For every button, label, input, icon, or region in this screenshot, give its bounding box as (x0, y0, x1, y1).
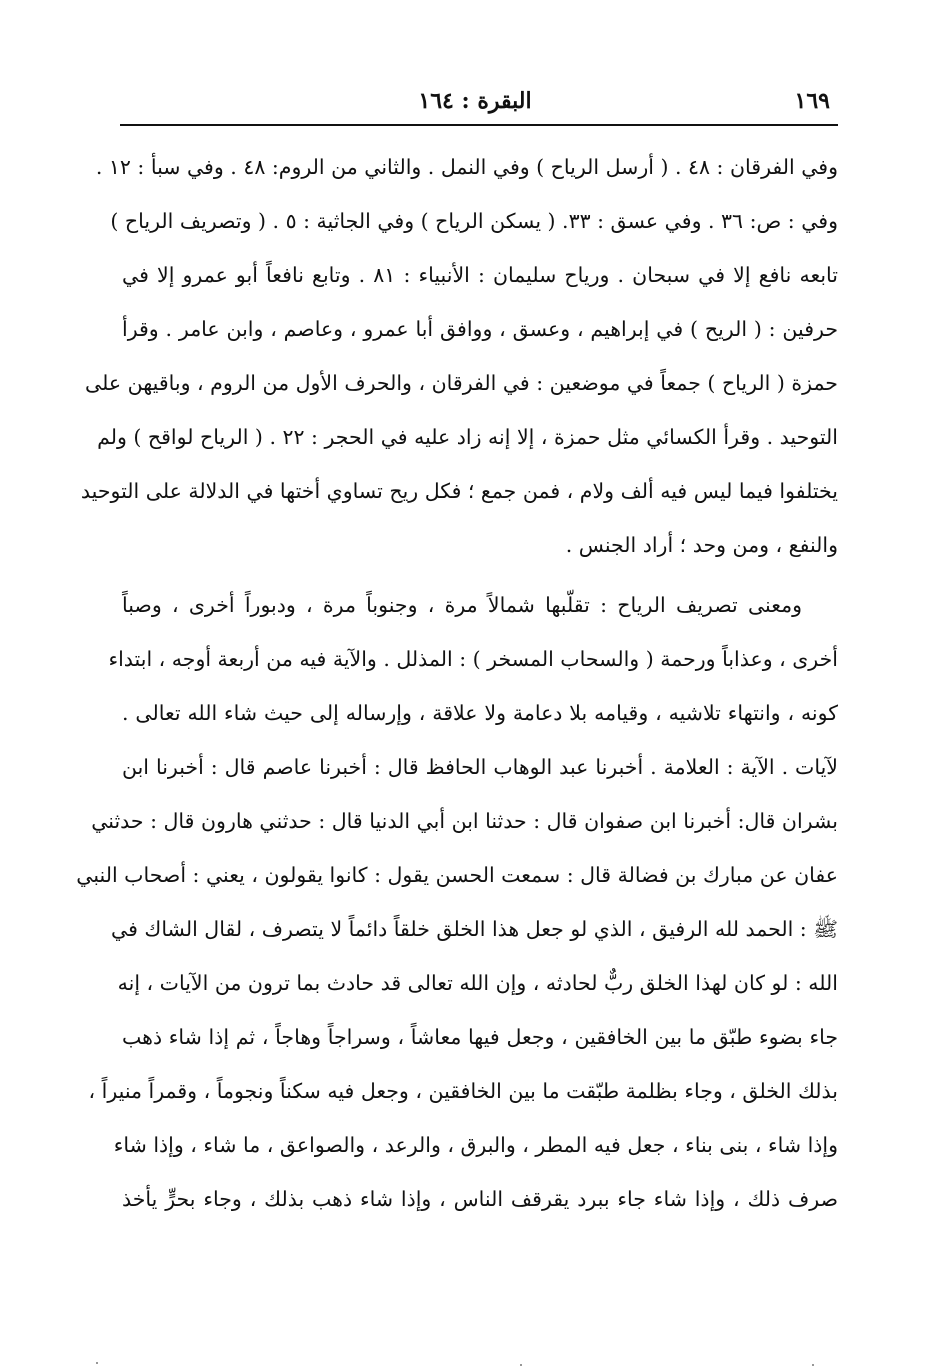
text-line: حرفين : ( الريح ) في إبراهيم ، وعسق ، ووافق أبا عمرو ، وعاصم ، وابن عامر . وقرأ (122, 317, 838, 341)
text-line: والنفع ، ومن وحد ؛ أراد الجنس . (565, 533, 838, 557)
text-line: وإذا شاء ، بنى بناء ، جعل فيه المطر ، والبرق ، والرعد ، والصواعق ، ما شاء ، وإذا شاء (113, 1133, 838, 1157)
text-line: الله : لو كان لهذا الخلق ربٌّ لحادثه ، وإن الله تعالى قد حادث بما ترون من الآيات ، إنه (117, 971, 838, 995)
text-line: جاء بضوء طبّق ما بين الخافقين ، وجعل فيها معاشاً ، وسراجاً وهاجاً ، ثم إذا شاء ذهب (122, 1025, 838, 1049)
text-line: التوحيد . وقرأ الكسائي مثل حمزة ، إلا إنه زاد عليه في الحجر : ٢٢ . ( الرياح لواقح ) ولم (97, 425, 838, 449)
text-line: حمزة ( الرياح ) جمعاً في موضعين : في الفرقان ، والحرف الأول من الروم ، وباقيهن على (85, 371, 838, 395)
text-line: بشران قال: أخبرنا ابن صفوان قال : حدثنا ابن أبي الدنيا قال : حدثني هارون قال : حدثني (91, 809, 838, 833)
scan-speck (520, 1364, 522, 1366)
text-line: بذلك الخلق ، وجاء بظلمة طبّقت ما بين الخافقين ، وجعل فيه سكناً ونجوماً ، وقمراً منيراً ، (88, 1079, 838, 1103)
body-text (76, 140, 839, 1226)
text-line: كونه ، وانتهاء تلاشيه ، وقيامه بلا دعامة ولا علاقة ، وإرساله إلى حيث شاء الله تعالى . (122, 701, 838, 725)
text-line: عفان عن مبارك بن فضالة قال : سمعت الحسن يقول : كانوا يقولون ، يعني : أصحاب النبي (76, 863, 838, 887)
scan-speck (96, 1362, 98, 1364)
page-number: ١٦٩ (794, 88, 830, 114)
page-header (120, 88, 830, 128)
text-line: ﷺ : الحمد لله الرفيق ، الذي لو جعل هذا الخلق خلقاً دائماً لا يتصرف ، لقال الشاك في (111, 917, 838, 941)
text-line: وفي : ص: ٣٦ . وفي عسق : ٣٣. ( يسكن الرياح ) وفي الجاثية : ٥ . ( وتصريف الرياح ) (110, 209, 838, 233)
running-title: البقرة : ١٦٤ (418, 88, 532, 114)
text-line: صرف ذلك ، وإذا شاء جاء ببرد يقرقف الناس ، وإذا شاء ذهب بذلك ، وجاء بحرٍّ يأخذ (122, 1187, 838, 1211)
text-line: تابعه نافع إلا في سبحان . ورياح سليمان : الأنبياء : ٨١ . وتابع نافعاً أبو عمرو إلا في (122, 263, 839, 287)
header-rule (120, 124, 838, 126)
text-line: أخرى ، وعذاباً ورحمة ( والسحاب المسخر ) : المذلل . والآية فيه من أربعة أوجه ، ابتداء (108, 647, 838, 671)
text-line: وفي الفرقان : ٤٨ . ( أرسل الرياح ) وفي النمل . والثاني من الروم: ٤٨ . وفي سبأ : ١٢ . (95, 155, 838, 179)
text-line: يختلفوا فيما ليس فيه ألف ولام ، فمن جمع ؛ فكل ريح تساوي أختها في الدلالة على التوحيد (80, 479, 838, 503)
paragraph-start-line: ومعنى تصريف الرياح : تقلّبها شمالاً مرة ، وجنوباً مرة ، ودبوراً أخرى ، وصباً (122, 593, 802, 617)
scan-speck (812, 1364, 814, 1366)
text-line: لآيات . الآية : العلامة . أخبرنا عبد الوهاب الحافظ قال : أخبرنا عاصم قال : أخبرنا ابن (122, 755, 838, 779)
